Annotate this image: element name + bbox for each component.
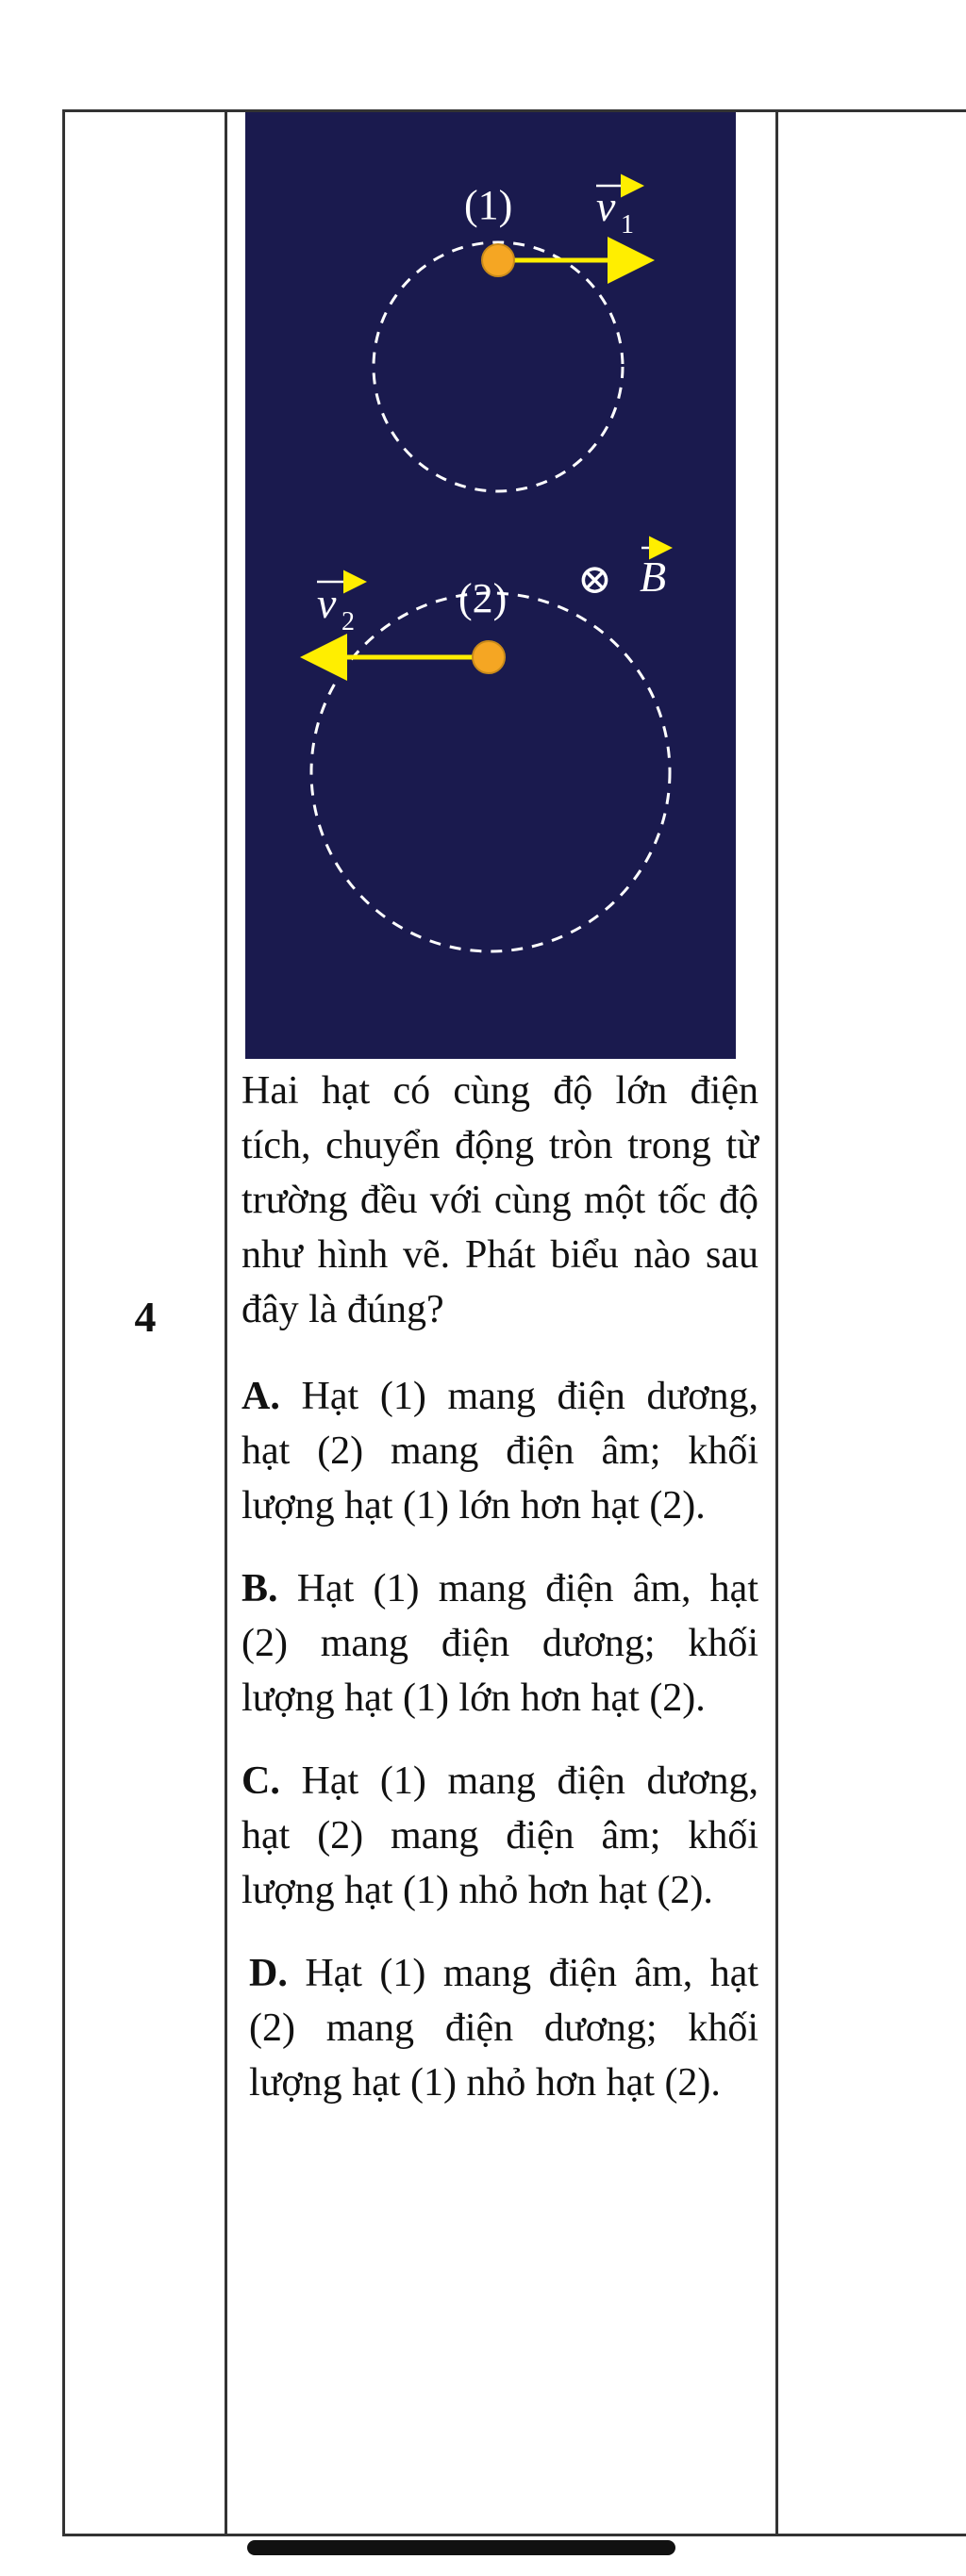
option-b-letter: B.	[242, 1567, 278, 1610]
option-a	[242, 1369, 758, 1533]
velocity-1-symbol: v	[596, 182, 616, 230]
option-a-text: Hạt (1) mang điện dương, hạt (2) mang điện âm; khối lượng hạt (1) lớn hơn hạt (2).	[242, 1375, 758, 1527]
particle-1	[482, 244, 514, 276]
velocity-2-label	[317, 579, 362, 636]
option-d-letter: D.	[249, 1952, 288, 1995]
option-d-text: Hạt (1) mang điện âm, hạt (2) mang điện dương; khối lượng hạt (1) nhỏ hơn hạt (2).	[249, 1952, 758, 2105]
option-c	[242, 1754, 758, 1918]
question-content	[242, 1064, 758, 2110]
table-divider-2	[775, 109, 778, 2536]
option-c-letter: C.	[242, 1759, 280, 1803]
particle-2-label: (2)	[458, 575, 508, 621]
particle-2	[473, 641, 505, 673]
velocity-1-label	[596, 182, 640, 239]
option-b-text: Hạt (1) mang điện âm, hạt (2) mang điện dương; khối lượng hạt (1) lớn hơn hạt (2).	[242, 1567, 758, 1720]
trajectory-circle-1	[374, 242, 623, 491]
magnetic-field-figure	[245, 112, 736, 1059]
particle-1-label: (1)	[464, 182, 513, 228]
option-b	[242, 1561, 758, 1726]
into-page-icon: ⊗	[577, 556, 612, 603]
question-number: 4	[134, 1293, 157, 1341]
option-c-text: Hạt (1) mang điện dương, hạt (2) mang điện âm; khối lượng hạt (1) nhỏ hơn hạt (2).	[242, 1759, 758, 1912]
velocity-1-subscript: 1	[621, 210, 634, 239]
question-stem: Hai hạt có cùng độ lớn điện tích, chuyển động tròn trong từ trường đều với cùng một tốc độ như hình vẽ. Phát biểu nào sau đây là đúng?	[242, 1069, 758, 1331]
option-a-letter: A.	[242, 1375, 280, 1418]
velocity-2-subscript: 2	[341, 607, 355, 636]
magnetic-field-label	[577, 548, 668, 603]
option-d	[242, 1946, 758, 2110]
velocity-2-symbol: v	[317, 579, 337, 627]
field-b-symbol: B	[640, 553, 667, 601]
home-indicator[interactable]	[247, 2540, 675, 2555]
